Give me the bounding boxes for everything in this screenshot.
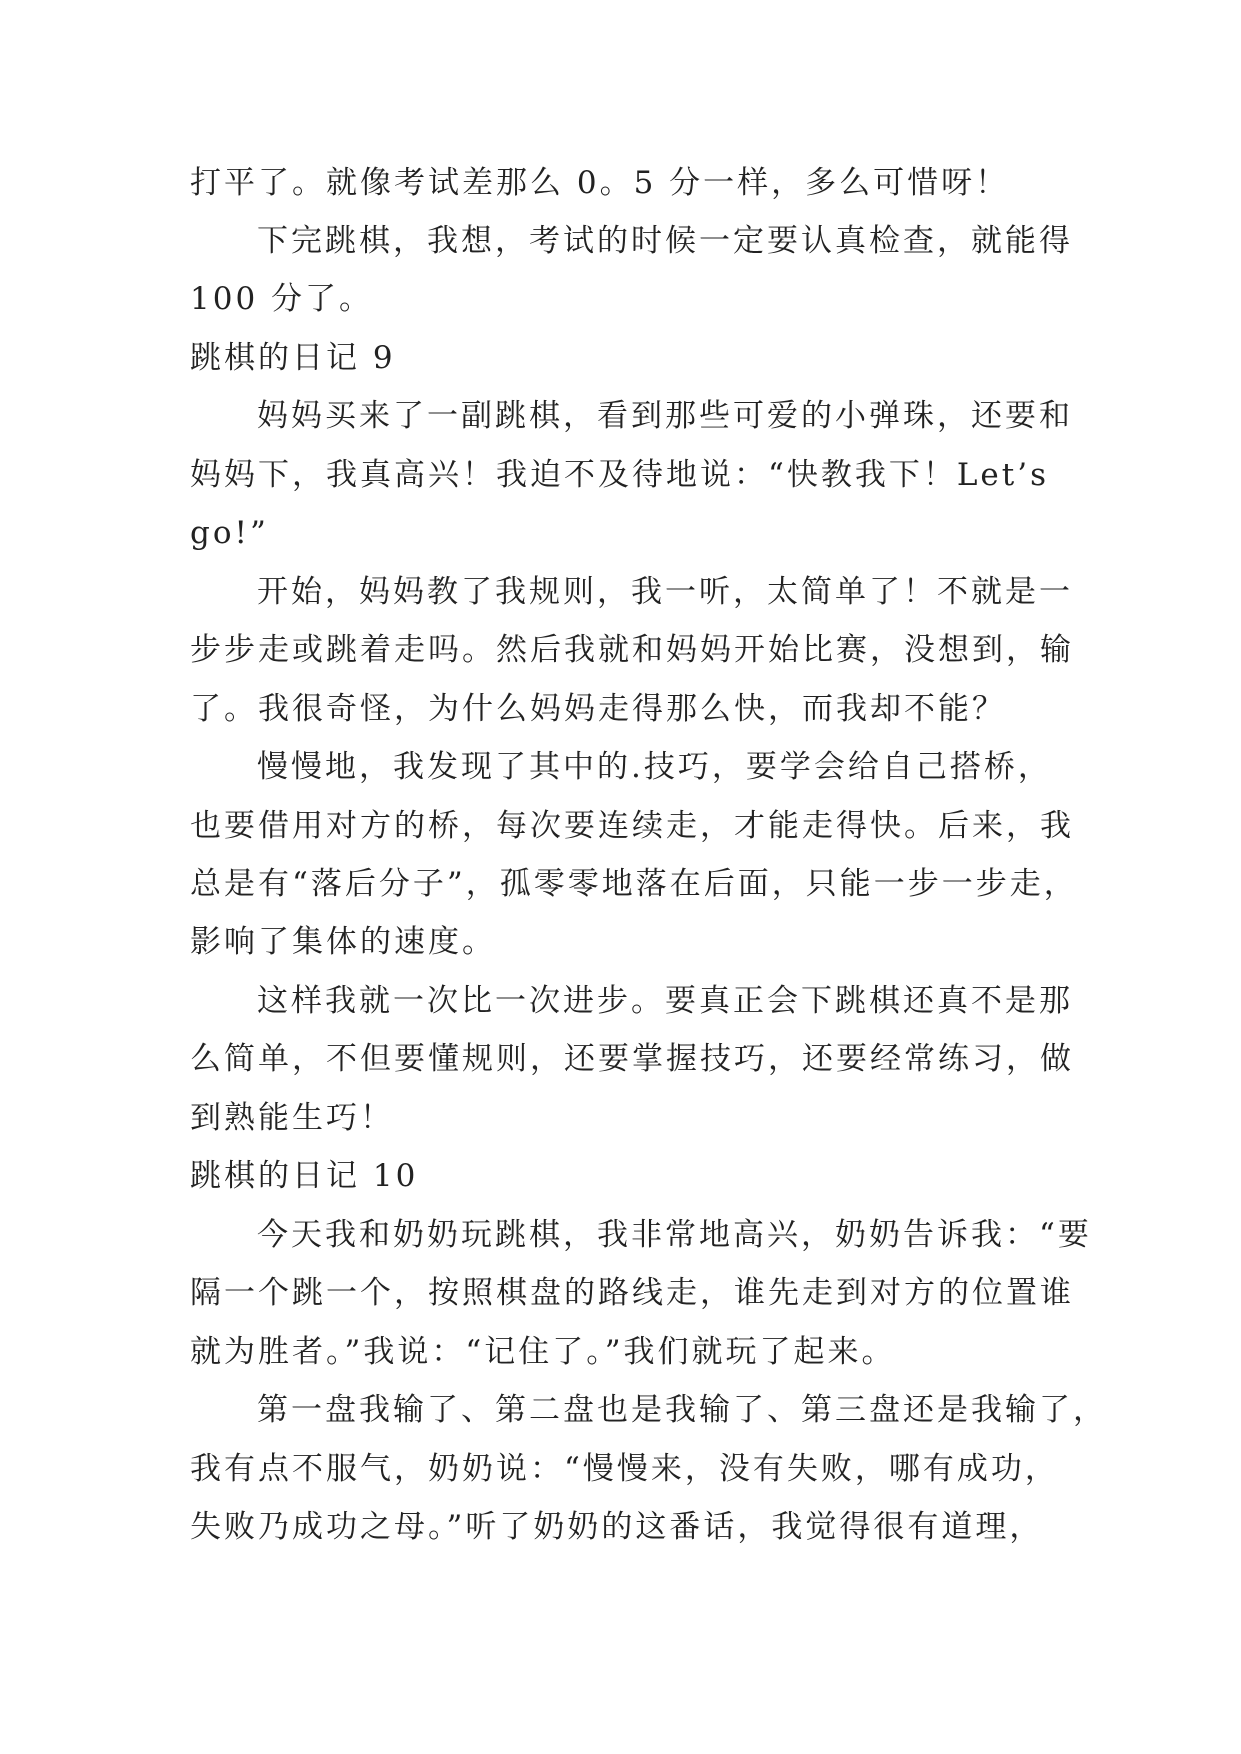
paragraph-line: 妈妈买来了一副跳棋，看到那些可爱的小弹珠，还要和	[257, 398, 1073, 434]
paragraph-line: 失败乃成功之母。”听了奶奶的这番话，我觉得很有道理，	[190, 1509, 1044, 1545]
paragraph-line: 也要借用对方的桥，每次要连续走，才能走得快。后来，我	[190, 808, 1074, 844]
paragraph-line: 影响了集体的速度。	[190, 924, 496, 960]
paragraph-line: 100 分了。	[190, 281, 374, 317]
paragraph-line: 隔一个跳一个，按照棋盘的路线走，谁先走到对方的位置谁	[190, 1275, 1074, 1311]
paragraph-line: 步步走或跳着走吗。然后我就和妈妈开始比赛，没想到，输	[190, 632, 1074, 668]
paragraph-line: 就为胜者。”我说：“记住了。”我们就玩了起来。	[190, 1334, 896, 1370]
paragraph-line: 我有点不服气，奶奶说：“慢慢来，没有失败，哪有成功，	[190, 1451, 1059, 1487]
paragraph-line: 第一盘我输了、第二盘也是我输了、第三盘还是我输了，	[257, 1392, 1107, 1428]
paragraph-line: 慢慢地，我发现了其中的.技巧，要学会给自己搭桥，	[257, 749, 1052, 785]
section-heading: 跳棋的日记 10	[190, 1158, 419, 1194]
paragraph-line: 打平了。就像考试差那么 0。5 分一样，多么可惜呀！	[190, 165, 1010, 201]
paragraph-line: 开始，妈妈教了我规则，我一听，太简单了！不就是一	[257, 574, 1073, 610]
paragraph-line: 了。我很奇怪，为什么妈妈走得那么快，而我却不能？	[190, 691, 1006, 727]
paragraph-line: 妈妈下，我真高兴！我迫不及待地说：“快教我下！Let’s	[190, 457, 1049, 493]
paragraph-line: 到熟能生巧！	[190, 1100, 394, 1136]
paragraph-line: go!”	[190, 515, 269, 551]
paragraph-line: 这样我就一次比一次进步。要真正会下跳棋还真不是那	[257, 983, 1073, 1019]
paragraph-line: 今天我和奶奶玩跳棋，我非常地高兴，奶奶告诉我：“要	[257, 1217, 1092, 1253]
paragraph-line: 下完跳棋，我想，考试的时候一定要认真检查，就能得	[257, 223, 1073, 259]
paragraph-line: 么简单，不但要懂规则，还要掌握技巧，还要经常练习，做	[190, 1041, 1074, 1077]
paragraph-line: 总是有“落后分子”，孤零零地落在后面，只能一步一步走，	[190, 866, 1078, 902]
section-heading: 跳棋的日记 9	[190, 340, 396, 376]
